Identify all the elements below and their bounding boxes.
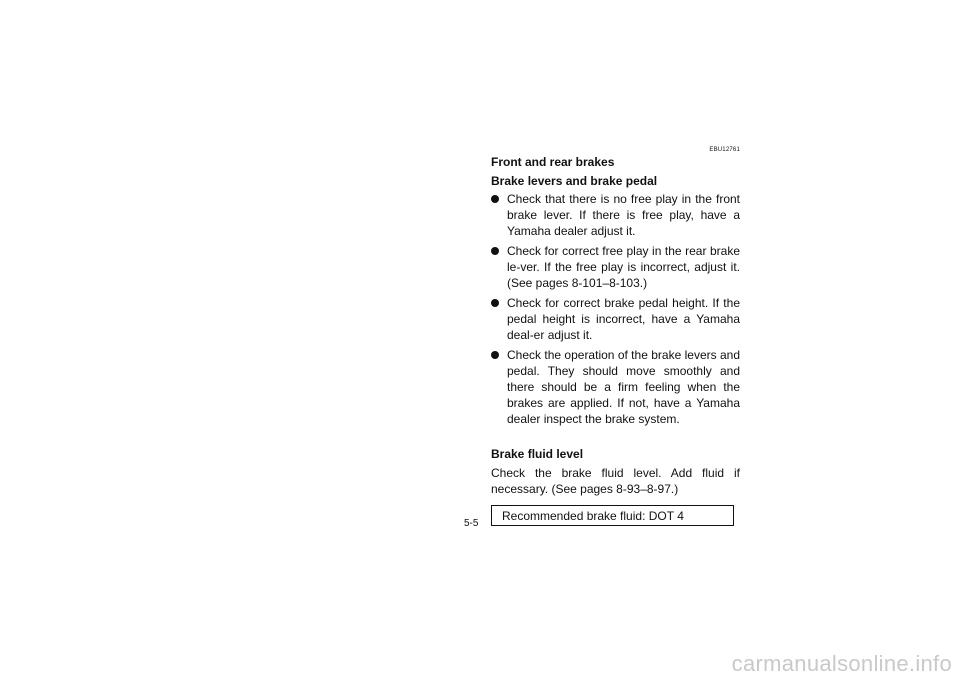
bullet-dot-icon xyxy=(491,299,499,307)
section-title: Front and rear brakes xyxy=(491,155,615,169)
bullet-text: Check the operation of the brake levers and pedal. They should move smoothly and there should be a firm feeling when the brakes are applied. If not, have a Yamaha dealer inspect the brake system. xyxy=(507,348,740,426)
bullet-dot-icon xyxy=(491,351,499,359)
content-column xyxy=(491,146,740,526)
bullet-item xyxy=(491,347,740,427)
bullet-dot-icon xyxy=(491,247,499,255)
bullet-list xyxy=(491,191,740,427)
fluid-heading: Brake fluid level xyxy=(491,447,584,461)
bullet-item xyxy=(491,191,740,239)
watermark: carmanualsonline.info xyxy=(731,651,952,676)
bullet-item xyxy=(491,243,740,291)
bullet-text: Check that there is no free play in the front brake lever. If there is free play, have a Yamaha dealer adjust it. xyxy=(507,192,740,238)
bullet-text: Check for correct free play in the rear brake le-ver. If the free play is incorrect, adjust it. (See pages 8-101–8-103.) xyxy=(507,244,740,290)
bullet-text: Check for correct brake pedal height. If the pedal height is incorrect, have a Yamaha deal-er adjust it. xyxy=(507,296,740,342)
page-number: 5-5 xyxy=(464,518,479,529)
bullet-item xyxy=(491,295,740,343)
recommended-fluid-box: Recommended brake fluid: DOT 4 xyxy=(491,505,734,526)
section-code: EBU12761 xyxy=(709,147,740,153)
fluid-text: Check the brake fluid level. Add fluid if necessary. (See pages 8-93–8-97.) xyxy=(491,466,740,496)
bullet-dot-icon xyxy=(491,195,499,203)
subsection-title: Brake levers and brake pedal xyxy=(491,174,658,188)
